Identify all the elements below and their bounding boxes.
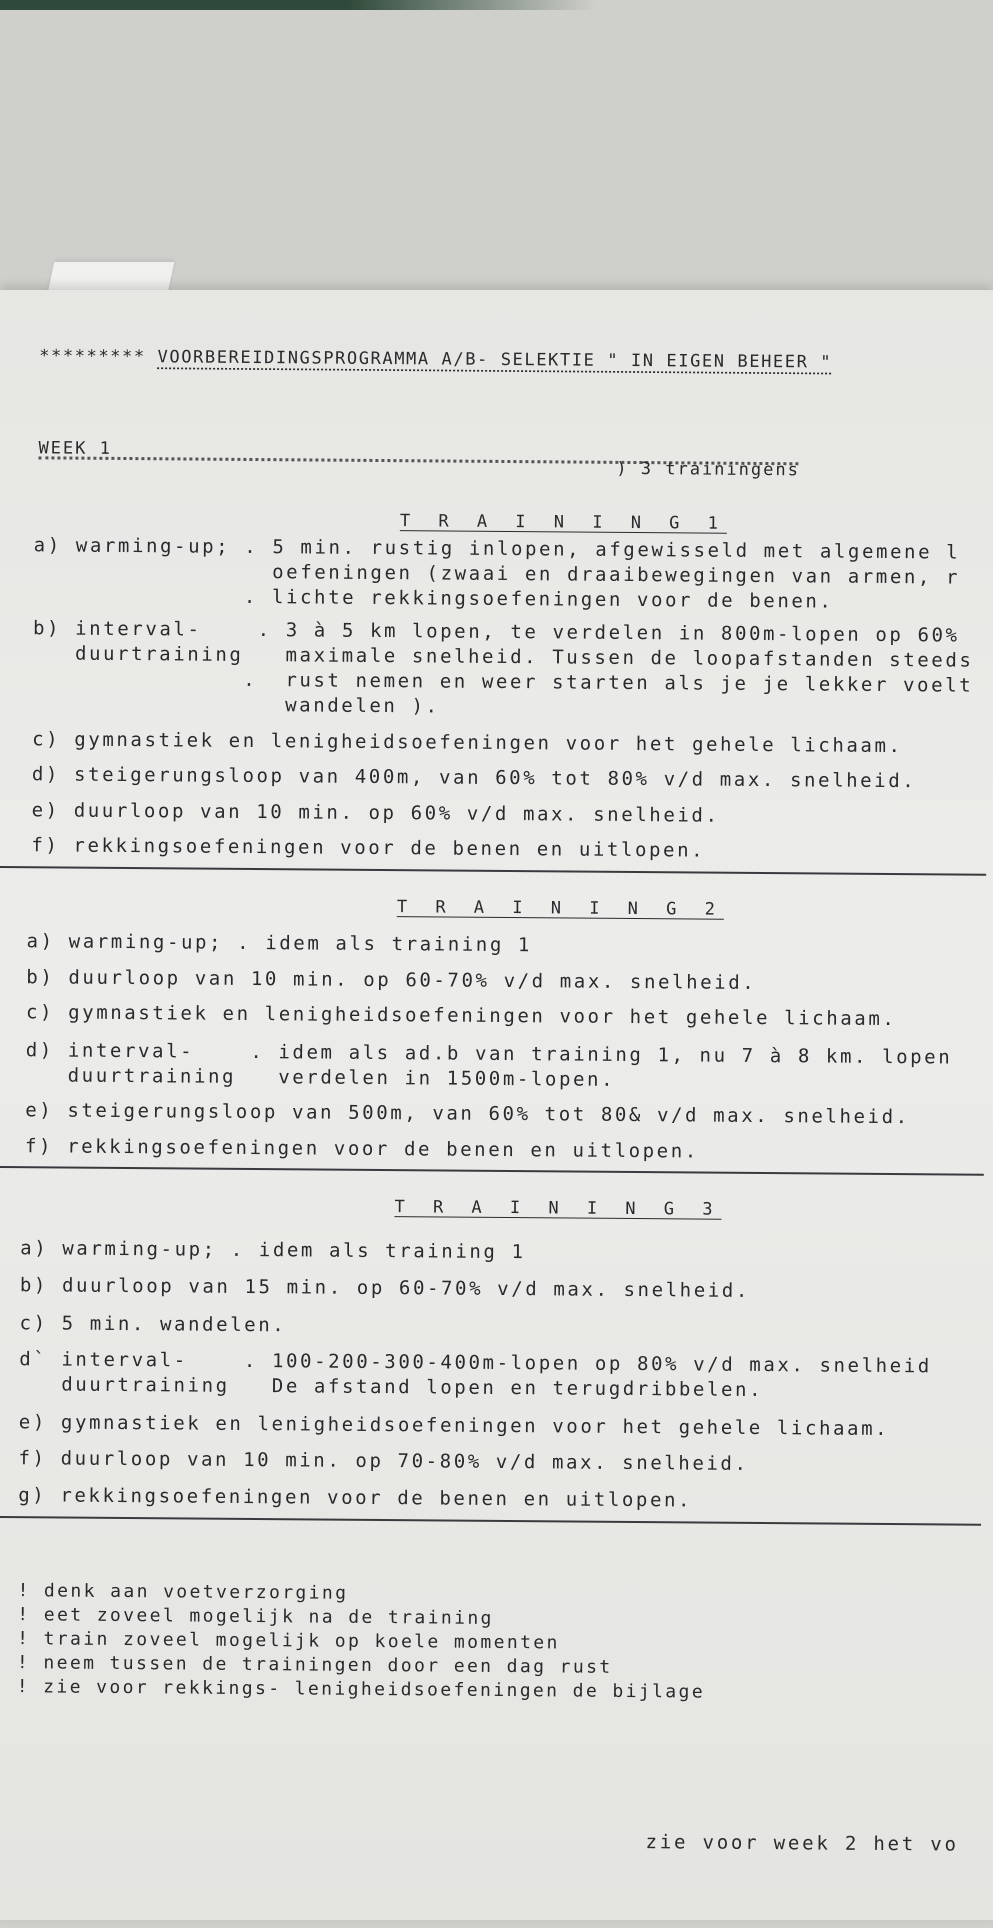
training-3-item-b: b) duurloop van 15 min. op 60-70% v/d max. snelheid.: [19, 1274, 751, 1302]
training-2-item-f: f) rekkingsoefeningen voor de benen en uitlopen.: [24, 1135, 699, 1163]
training-1-item-a-line-2: oefeningen (zwaai en draaibewegingen van armen, r: [33, 559, 961, 589]
training-1-heading: T R A I N I N G 1: [399, 511, 727, 534]
training-2-item-d-line-1: d) interval- . idem als ad.b van training 1, nu 7 à 8 km. lopen: [25, 1039, 953, 1069]
training-1-item-a-line-1: a) warming-up; . 5 min. rustig inlopen, afgewisseld met algemene l: [33, 534, 961, 564]
training-3-item-e: e) gymnastiek en lenigheidsoefeningen voor het gehele lichaam.: [18, 1411, 890, 1441]
training-2-item-a: a) warming-up; . idem als training 1: [26, 930, 533, 957]
training-2-heading: T R A I N I N G 2: [396, 897, 724, 920]
training-1-item-b-line-4: wandelen ).: [32, 692, 440, 718]
note-item: ! denk aan voetverzorging: [17, 1580, 349, 1604]
training-3-item-g: g) rekkingsoefeningen voor de benen en uitlopen.: [18, 1484, 693, 1512]
section-divider: [0, 866, 986, 876]
training-3-item-d-line-2: duurtraining De afstand lopen en terugdribbelen.: [19, 1373, 764, 1402]
training-3-item-c: c) 5 min. wandelen.: [19, 1312, 287, 1337]
training-1-item-b-line-2: duurtraining maximale snelheid. Tussen de loopafstanden steeds: [32, 642, 974, 672]
training-1-item-b-line-3: . rust nemen en weer starten als je je lekker voelt: [32, 667, 974, 697]
footer-reference: zie voor week 2 het vo: [645, 1831, 959, 1856]
training-2-item-d-line-2: duurtraining verdelen in 1500m-lopen.: [25, 1064, 616, 1091]
document-header: [39, 346, 832, 372]
training-1-item-c: c) gymnastiek en lenigheidsoefeningen voor het gehele lichaam.: [32, 728, 903, 758]
week-label: WEEK 1: [38, 438, 112, 459]
training-2-item-c: c) gymnastiek en lenigheidsoefeningen voor het gehele lichaam.: [25, 1001, 897, 1031]
note-item: ! train zoveel mogelijk op koele momenten: [17, 1628, 560, 1654]
section-divider: [0, 1516, 981, 1526]
training-1-item-b-line-1: b) interval- . 3 à 5 km lopen, te verdelen in 800m-lopen op 60%: [32, 617, 960, 647]
training-3-item-f: f) duurloop van 10 min. op 70-80% v/d max. snelheid.: [18, 1447, 749, 1475]
training-2-item-e: e) steigerungsloop van 500m, van 60% tot 80& v/d max. snelheid.: [25, 1099, 910, 1129]
header-stars: *********: [39, 346, 146, 368]
training-2-item-b: b) duurloop van 10 min. op 60-70% v/d max. snelheid.: [26, 966, 757, 994]
training-1-item-e: e) duurloop van 10 min. op 60% v/d max. snelheid.: [31, 799, 720, 827]
training-1-item-f: f) rekkingsoefeningen voor de benen en uitlopen.: [31, 834, 706, 862]
training-3-heading: T R A I N I N G 3: [394, 1197, 722, 1220]
training-1-item-a-line-3: . lichte rekkingsoefeningen voor de benen.: [33, 584, 834, 613]
training-3-item-d-line-1: d` interval- . 100-200-300-400m-lopen op 80% v/d max. snelheid: [19, 1348, 932, 1378]
section-divider: [0, 1166, 984, 1176]
training-1-item-d: d) steigerungsloop van 400m, van 60% tot 80% v/d max. snelheid.: [31, 763, 917, 793]
trainings-count: ) 3 trainingens: [616, 458, 800, 481]
note-item: ! neem tussen de trainingen door een dag rust: [16, 1652, 613, 1678]
training-3-item-a: a) warming-up; . idem als training 1: [20, 1237, 526, 1264]
document-title: VOORBEREIDINGSPROGRAMMA A/B- SELEKTIE " IN EIGEN BEHEER ": [157, 347, 833, 373]
note-item: ! eet zoveel mogelijk na de training: [17, 1604, 494, 1629]
note-item: ! zie voor rekkings- lenigheidsoefeningen de bijlage: [16, 1676, 706, 1703]
